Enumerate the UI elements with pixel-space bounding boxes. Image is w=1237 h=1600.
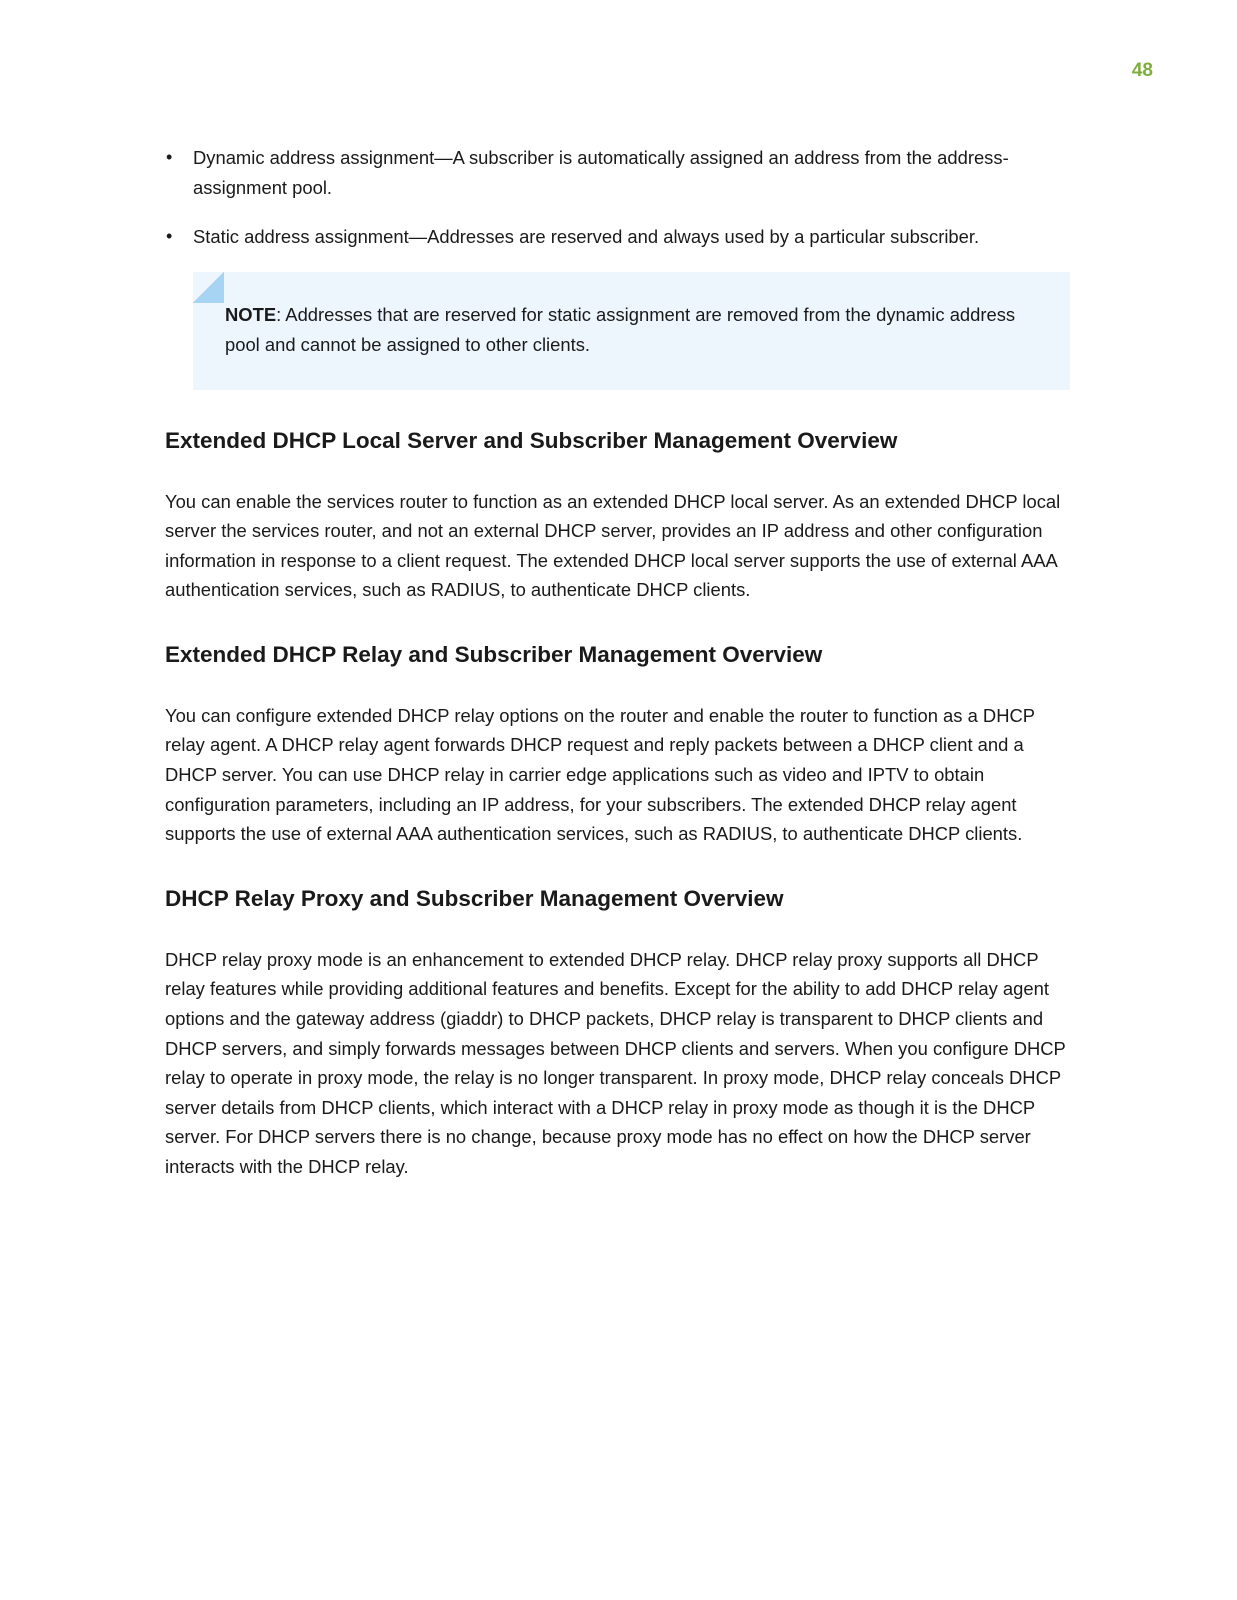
note-text xyxy=(225,300,1038,360)
note-callout xyxy=(193,272,1070,390)
page-number: 48 xyxy=(1131,60,1153,81)
address-assignment-list xyxy=(165,143,1070,252)
note-corner-icon xyxy=(193,272,224,303)
document-body xyxy=(165,143,1070,1182)
section-paragraph: You can enable the services router to function as an extended DHCP local server. As an extended DHCP local server the services router, and not an external DHCP server, provides an IP address and other configuration information in response to a client request. The extended DHCP local server supports the use of external AAA authentication services, such as RADIUS, to authenticate DHCP clients. xyxy=(165,490,1061,601)
list-item: • Static address assignment—Addresses are reserved and always used by a particular subscriber. xyxy=(165,222,1070,252)
list-item: • Dynamic address assignment—A subscriber is automatically assigned an address from the address-assignment pool. xyxy=(165,143,1070,202)
section-paragraph: DHCP relay proxy mode is an enhancement to extended DHCP relay. DHCP relay proxy supports all DHCP relay features while providing additional features and benefits. Except for the ability to add DHCP relay agent options and the gateway address (giaddr) to DHCP packets, DHCP relay is transparent to DHCP clients and DHCP servers, and simply forwards messages between DHCP clients and servers. When you configure DHCP relay to operate in proxy mode, the relay is no longer transparent. In proxy mode, DHCP relay conceals DHCP server details from DHCP clients, which interact with a DHCP relay in proxy mode as though it is the DHCP server. For DHCP servers there is no change, because proxy mode has no effect on how the DHCP server interacts with the DHCP relay. xyxy=(165,948,1066,1177)
note-label: NOTE xyxy=(225,303,277,325)
section-paragraph: You can configure extended DHCP relay options on the router and enable the router to function as a DHCP relay agent. A DHCP relay agent forwards DHCP request and reply packets between a DHCP client and a DHCP server. You can use DHCP relay in carrier edge applications such as video and IPTV to obtain configuration parameters, including an IP address, for your subscribers. The extended DHCP relay agent supports the use of external AAA authentication services, such as RADIUS, to authenticate DHCP clients. xyxy=(165,704,1035,845)
section-heading: Extended DHCP Local Server and Subscriber Management Overview xyxy=(165,427,898,453)
section-heading: Extended DHCP Relay and Subscriber Management Overview xyxy=(165,641,823,667)
section-heading: DHCP Relay Proxy and Subscriber Management Overview xyxy=(165,885,784,911)
note-body: : Addresses that are reserved for static assignment are removed from the dynamic address pool and cannot be assigned to other clients. xyxy=(225,303,1016,355)
